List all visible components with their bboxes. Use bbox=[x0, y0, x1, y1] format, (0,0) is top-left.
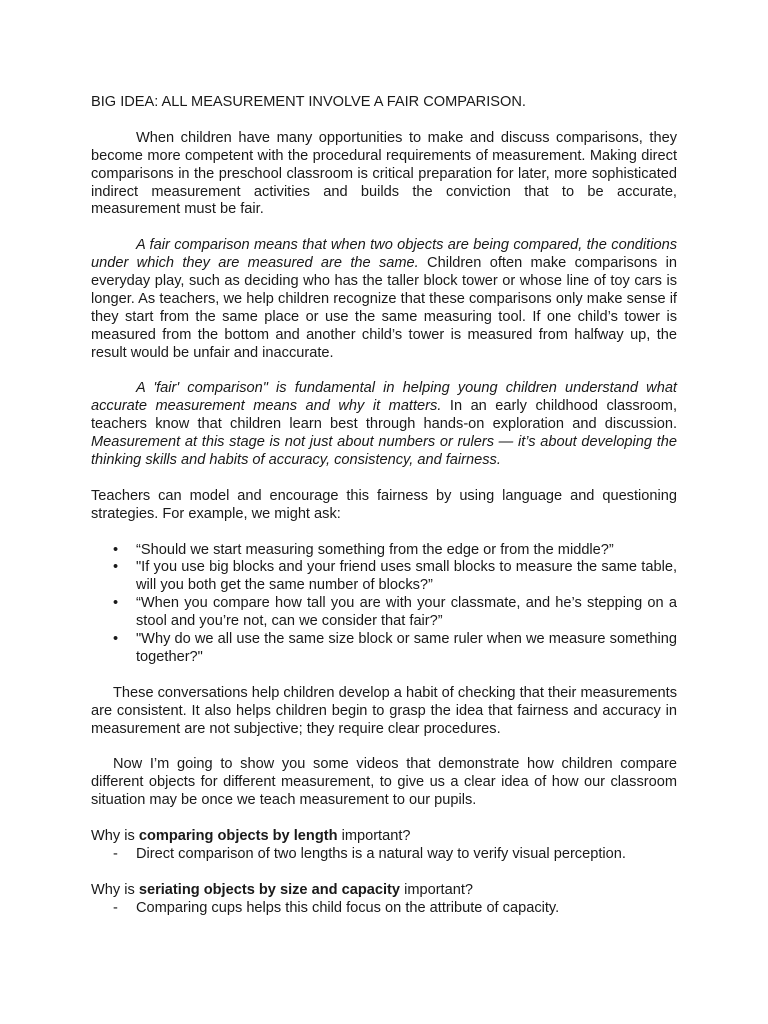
paragraph-fair-comparison-text: Children often make comparisons in everyday play, such as deciding who has the taller block tower or whose line of toy cars is longer. As teachers, we help children recognize that these comparisons only make sense if they start from the same place or use the same measuring tool. If one child’s tower is measured from the bottom and another child’s tower is measured from halfway up, the result would be unfair and inaccurate. bbox=[91, 255, 678, 361]
heading-prefix: Why is bbox=[91, 881, 139, 898]
paragraph-intro: When children have many opportunities to make and discuss comparisons, they become more competent with the procedural requirements of measurement. Making direct comparisons in the preschool classroom is critical preparation for later, more sophisticated indirect measurement activities and builds the conviction that to be accurate, measurement must be fair. bbox=[91, 129, 677, 218]
bullet-icon: • bbox=[113, 631, 119, 648]
section-capacity-list bbox=[91, 900, 677, 918]
paragraph-teachers-model: Teachers can model and encourage this fairness by using language and questioning strategies. For example, we might ask: bbox=[91, 487, 677, 522]
dash-icon: - bbox=[113, 899, 118, 916]
list-item bbox=[91, 559, 677, 595]
paragraph-fair-comparison bbox=[91, 237, 677, 362]
thinking-skills-italic-text: Measurement at this stage is not just about numbers or rulers — it’s about developing the thinking skills and habits of accuracy, consistency, and fairness. bbox=[91, 434, 677, 469]
heading-suffix: important? bbox=[337, 828, 411, 845]
dash-icon: - bbox=[113, 845, 118, 862]
bullet-icon: • bbox=[113, 559, 119, 576]
heading-bold-text: seriating objects by size and capacity bbox=[138, 881, 401, 898]
paragraph-fundamental bbox=[91, 380, 677, 470]
list-item-text: Direct comparison of two lengths is a natural way to verify visual perception. bbox=[136, 845, 626, 862]
paragraph-conversations: These conversations help children develop a habit of checking that their measurements are consistent. It also helps children begin to grasp the idea that fairness and accuracy in measurement are not subjective; they require clear procedures. bbox=[91, 684, 677, 737]
fundamental-normal-text: In an early childhood classroom, teachers know that children learn best through hands-on exploration and discussion. bbox=[91, 398, 677, 433]
bullet-icon: • bbox=[113, 595, 119, 612]
bullet-icon: • bbox=[113, 541, 119, 558]
list-item bbox=[91, 631, 677, 667]
question-text: “Should we start measuring something from the edge or from the middle?” bbox=[136, 541, 614, 558]
list-item-text: Comparing cups helps this child focus on the attribute of capacity. bbox=[136, 899, 560, 916]
fair-comparison-definition: A fair comparison means that when two objects are being compared, the conditions under which they are measured are the same. bbox=[91, 237, 677, 272]
list-item bbox=[91, 595, 677, 631]
question-text: "If you use big blocks and your friend uses small blocks to measure the same table, will you both get the same number of blocks?” bbox=[136, 559, 677, 594]
list-item bbox=[91, 900, 677, 918]
question-text: "Why do we all use the same size block or same ruler when we measure something together?" bbox=[136, 631, 677, 666]
section-length-list bbox=[91, 846, 677, 864]
question-list bbox=[91, 542, 677, 667]
fundamental-italic-text: A 'fair' comparison" is fundamental in helping young children understand what accurate measurement means and why it matters. bbox=[91, 380, 677, 415]
heading-bold-text: comparing objects by length bbox=[138, 828, 338, 845]
list-item bbox=[91, 846, 677, 864]
heading-suffix: important? bbox=[400, 881, 474, 898]
question-text: “When you compare how tall you are with your classmate, and he’s stepping on a stool and you’re not, can we consider that fair?” bbox=[136, 595, 677, 630]
paragraph-videos: Now I’m going to show you some videos that demonstrate how children compare different objects for different measurement, to give us a clear idea of how our classroom situation may be once we teach measurement to our pupils. bbox=[91, 756, 677, 809]
page-title: BIG IDEA: ALL MEASUREMENT INVOLVE A FAIR COMPARISON. bbox=[91, 94, 526, 110]
section-length-heading bbox=[91, 828, 677, 846]
list-item bbox=[91, 542, 677, 560]
document-page bbox=[91, 94, 677, 935]
heading-prefix: Why is bbox=[91, 828, 139, 845]
section-capacity-heading bbox=[91, 882, 677, 900]
